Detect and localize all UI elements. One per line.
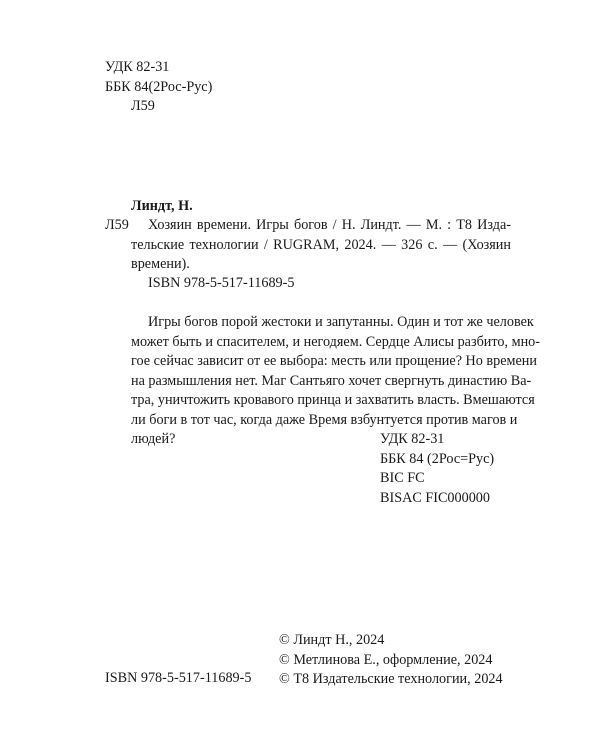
catalog-description-line: тельские технологии / RUGRAM, 2024. — 326 с. — (Хозяин [131, 236, 511, 253]
copyright-line: © Т8 Издательские технологии, 2024 [279, 671, 503, 687]
bbk-code-right: ББК 84 (2Рос=Рус) [380, 450, 495, 467]
copyright-block [279, 631, 503, 690]
annotation-line: на размышления нет. Маг Сантьяго хочет свергнуть династию Ва- [131, 372, 532, 389]
annotation-line: Игры богов порой жестоки и запутанны. Один и тот же человек [148, 314, 534, 330]
bic-code: BIC FC [380, 470, 425, 486]
annotation-line: гое сейчас зависит от ее выбора: месть или прощение? Но времени [131, 353, 537, 369]
udk-code: УДК 82-31 [105, 59, 170, 75]
udk-code-right: УДК 82-31 [380, 431, 445, 447]
catalog-description-line: времени). [131, 256, 190, 272]
annotation-line: людей? [131, 431, 176, 447]
copyright-line: © Метлинова Е., оформление, 2024 [279, 651, 493, 668]
catalog-description-line: Хозяин времени. Игры богов / Н. Линдт. — М. : Т8 Изда- [148, 217, 511, 233]
bbk-code: ББК 84(2Рос-Рус) [105, 78, 213, 95]
right-classification-codes [380, 430, 494, 508]
isbn-bottom: ISBN 978-5-517-11689-5 [105, 670, 252, 686]
annotation-line: тра, уничтожить кровавого принца и захватить власть. Вмешаются [131, 392, 535, 408]
catalog-isbn: ISBN 978-5-517-11689-5 [148, 275, 295, 291]
annotation-line: ли боги в тот час, когда даже Время взбунтуется против магов и [131, 411, 518, 428]
annotation-line: может быть и спасителем, и негодяем. Сердце Алисы разбито, мно- [131, 333, 540, 350]
author-mark: Л59 [131, 98, 155, 114]
bisac-code: BISAC FIC000000 [380, 489, 490, 506]
copyright-line: © Линдт Н., 2024 [279, 632, 385, 648]
catalog-author-mark: Л59 [105, 217, 129, 233]
catalog-description [131, 216, 511, 275]
catalog-author-heading: Линдт, Н. [131, 198, 193, 214]
top-classification-codes [105, 58, 212, 117]
